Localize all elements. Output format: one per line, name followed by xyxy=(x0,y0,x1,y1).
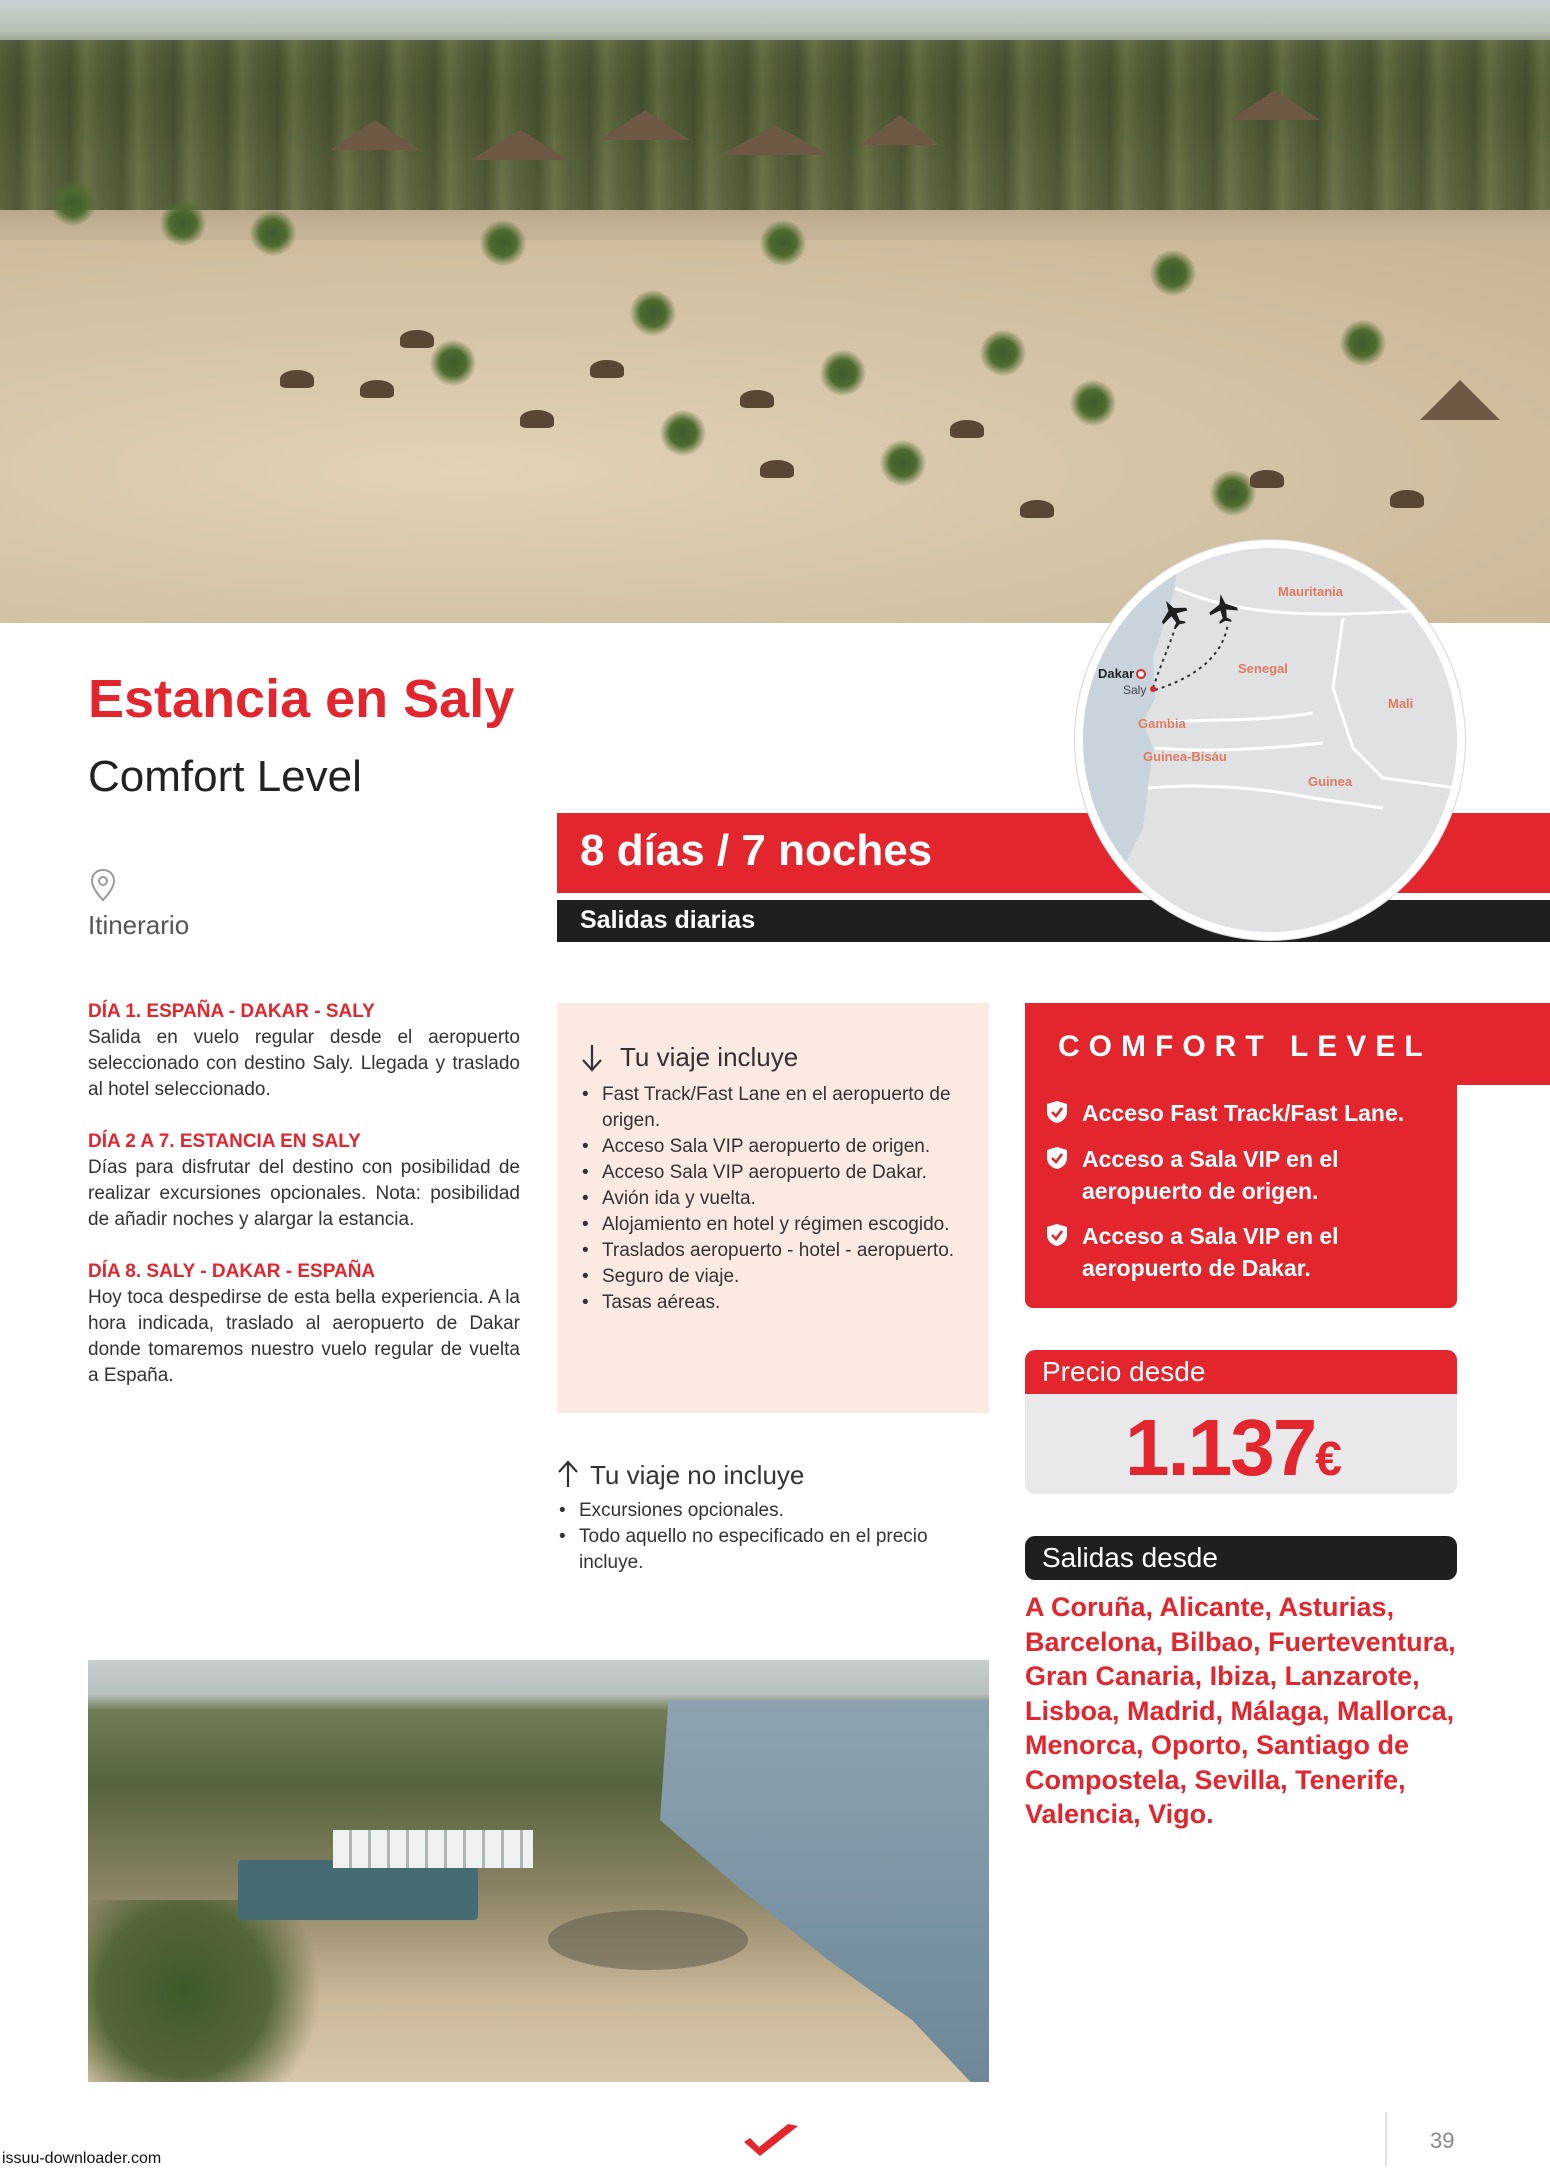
departures-label: Salidas desde xyxy=(1042,1542,1218,1573)
airplane-icon xyxy=(1207,592,1240,625)
list-item: • Acceso Sala VIP aeropuerto de origen. xyxy=(578,1134,978,1160)
day-heading: DÍA 1. ESPAÑA - DAKAR - SALY xyxy=(88,1001,375,1022)
hero-photo xyxy=(0,0,1550,623)
day-text: Días para disfrutar del destino con posibilidad de realizar excursiones opcionales. Nota: posibilidad de añadir noches y alargar la estancia. xyxy=(88,1157,520,1230)
list-item: • Avión ida y vuelta. xyxy=(578,1186,978,1212)
shield-check-icon xyxy=(1046,1100,1068,1124)
location-pin-icon xyxy=(88,868,118,902)
departure-cities: A Coruña, Alicante, Asturias, Barcelona, Bilbao, Fuerteventura, Gran Canaria, Ibiza, Lanzarote, Lisboa, Madrid, Málaga, Mallorca, Menorca, Oporto, Santiago de Compostela, Sevilla, Tenerife, Valencia, Vigo. xyxy=(1025,1592,1456,1829)
map-label-dakar: Dakar xyxy=(1098,666,1135,681)
duration-text: 8 días / 7 noches xyxy=(580,826,933,875)
list-item: • Traslados aeropuerto - hotel - aeropuerto. xyxy=(578,1238,978,1264)
map-label-mali: Mali xyxy=(1388,696,1414,711)
list-item: • Tasas aéreas. xyxy=(578,1290,978,1316)
arrow-down-icon xyxy=(580,1043,604,1073)
day-heading: DÍA 2 A 7. ESTANCIA EN SALY xyxy=(88,1131,361,1152)
list-item: • Fast Track/Fast Lane en el aeropuerto de origen. xyxy=(578,1082,978,1134)
map-label-guinea-bissau: Guinea-Bisáu xyxy=(1143,749,1227,764)
brand-logo-icon xyxy=(742,2120,802,2160)
list-item: • Excursiones opcionales. xyxy=(555,1498,975,1524)
page-number: 39 xyxy=(1430,2128,1455,2153)
list-item: • Acceso Sala VIP aeropuerto de Dakar. xyxy=(578,1160,978,1186)
price-value: 1.137€ xyxy=(1125,1403,1340,1492)
includes-heading: Tu viaje incluye xyxy=(620,1042,799,1072)
not-included-list xyxy=(555,1498,975,1576)
map-label-saly: Saly xyxy=(1123,683,1147,697)
comfort-item: Acceso a Sala VIP en el aeropuerto de Dakar. xyxy=(1046,1220,1442,1284)
comfort-level-title: COMFORT LEVEL xyxy=(1058,1030,1432,1063)
departures-note-text: Salidas diarias xyxy=(580,906,756,934)
resort-aerial-photo xyxy=(88,1660,989,2082)
price-label: Precio desde xyxy=(1042,1356,1206,1387)
arrow-up-icon xyxy=(556,1459,580,1489)
comfort-item: Acceso Fast Track/Fast Lane. xyxy=(1046,1097,1442,1129)
shield-check-icon xyxy=(1046,1223,1068,1247)
list-item: • Seguro de viaje. xyxy=(578,1264,978,1290)
includes-list xyxy=(578,1082,978,1316)
day-heading: DÍA 8. SALY - DAKAR - ESPAÑA xyxy=(88,1261,376,1282)
itinerary-label: Itinerario xyxy=(88,910,190,940)
shield-check-icon xyxy=(1046,1146,1068,1170)
day-text: Salida en vuelo regular desde el aeropuerto seleccionado con destino Saly. Llegada y traslado al hotel seleccionado. xyxy=(88,1027,520,1100)
map-label-guinea: Guinea xyxy=(1308,774,1353,789)
list-item: • Alojamiento en hotel y régimen escogido. xyxy=(578,1212,978,1238)
map-label-mauritania: Mauritania xyxy=(1278,584,1344,599)
watermark: issuu-downloader.com xyxy=(2,2150,162,2167)
map-label-senegal: Senegal xyxy=(1238,661,1288,676)
page-subtitle: Comfort Level xyxy=(88,752,362,801)
page-title: Estancia en Saly xyxy=(88,669,515,729)
not-included-heading: Tu viaje no incluye xyxy=(590,1460,805,1490)
day-text: Hoy toca despedirse de esta bella experiencia. A la hora indicada, traslado al aeropuerto de Dakar donde tomaremos nuestro vuelo regular de vuelta a España. xyxy=(88,1287,520,1386)
comfort-item: Acceso a Sala VIP en el aeropuerto de origen. xyxy=(1046,1143,1442,1207)
route-map xyxy=(1075,540,1465,940)
map-label-gambia: Gambia xyxy=(1138,716,1186,731)
list-item: • Todo aquello no especificado en el precio incluye. xyxy=(555,1524,975,1576)
